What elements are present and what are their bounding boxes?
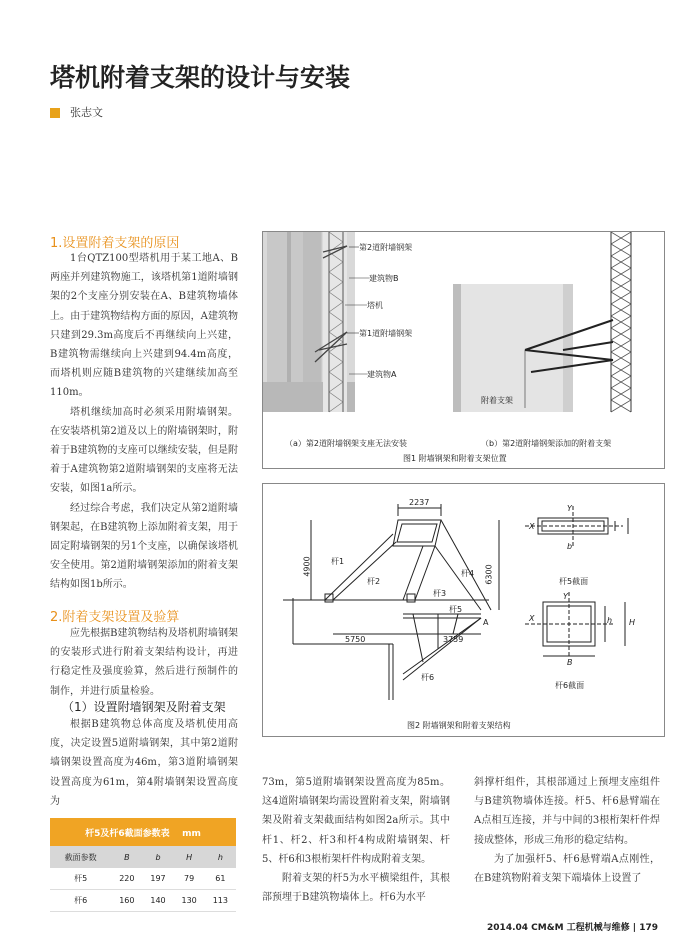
table-header-cell: h <box>205 846 236 868</box>
dim-h-6: H <box>629 618 636 627</box>
paragraph: 经过综合考虑，我们决定从第2道附墙钢架起，在B建筑物上添加附着支架，用于固定附墙钢架的另1个支座，以确保该塔机安全使用。第2道附墙钢架添加的附着支架结构如图1b所示。 <box>50 502 238 591</box>
table-unit: mm <box>182 828 201 839</box>
column-2-body <box>262 773 450 907</box>
table-header-cell: H <box>174 846 205 868</box>
point-a-label: A <box>483 618 489 627</box>
table-header-cell: b <box>142 846 173 868</box>
figure-1 <box>262 231 665 469</box>
section-1-heading: 1.设置附着支架的原因 <box>50 236 180 251</box>
section-2-heading: 2.附着支架设置及验算 <box>50 610 180 625</box>
paragraph: 73m，第5道附墙钢架设置高度为85m。这4道附墙钢架均需设置附着支架，附墙钢架及附着支架截面结构如图2a所示。其中杆1、杆2、杆3和杆4构成附墙钢架、杆5、杆6和3根桁架杆件构成附着支架。 <box>262 777 450 865</box>
member-1-label: 杆1 <box>331 557 345 566</box>
table-cell: 220 <box>111 868 142 890</box>
table-header-row <box>50 846 236 868</box>
paragraph: 根据B建筑物总体高度及塔机使用高度，决定设置5道附墙钢架，其中第2道附墙钢架设置高度为46m，第3道附墙钢架设置高度为61m，第4附墙钢架设置高度为 <box>50 719 238 807</box>
section-1-body <box>50 249 238 595</box>
paragraph: 附着支架的杆5为水平横梁组件，其根部预埋于B建筑物墙体上。杆6为水平 <box>262 873 450 904</box>
label-second-frame: 第2道附墙钢架 <box>359 243 413 252</box>
table-header-cell: 截面参数 <box>50 846 111 868</box>
table-row <box>50 868 236 890</box>
dim-4900: 4900 <box>302 556 312 577</box>
axis-x-5: X <box>529 522 535 531</box>
dim-b-6: B <box>567 658 573 667</box>
figure-1-drawing <box>263 232 664 468</box>
dim-h-small-6: h <box>607 616 613 625</box>
table-cell: 113 <box>205 890 236 912</box>
member-2-label: 杆2 <box>367 577 381 586</box>
table-cell: 140 <box>142 890 173 912</box>
figure-2-drawing <box>263 484 664 736</box>
author-marker <box>50 108 60 118</box>
tower-lattice-right <box>611 232 631 412</box>
table-header-cell: B <box>111 846 142 868</box>
table-cell: 197 <box>142 868 173 890</box>
table-title-text: 杆5及杆6截面参数表 <box>85 828 170 839</box>
table-cell: 160 <box>111 890 142 912</box>
paragraph: 塔机继续加高时必须采用附墙钢架。在安装塔机第2道及以上的附墙钢架时，附着于B建筑物的支座可以继续安装，但是附着于A建筑物第2道附墙钢架的支座将无法安装，如图1a所示。 <box>50 406 238 495</box>
article-title: 塔机附着支架的设计与安装 <box>50 63 351 92</box>
section-params-table <box>50 818 236 912</box>
label-building-b: 建筑物B <box>369 274 399 283</box>
figure-1-caption: 图1 附墙钢架和附着支架位置 <box>403 454 507 463</box>
label-first-frame: 第1道附墙钢架 <box>359 329 413 338</box>
table-cell: 杆6 <box>50 890 111 912</box>
paragraph: 为了加强杆5、杆6悬臂端A点刚性，在B建筑物附着支架下端墙体上设置了 <box>474 853 660 885</box>
section-2-body-cont <box>50 715 238 811</box>
dim-3759: 3759 <box>443 635 464 644</box>
dim-2237: 2237 <box>409 498 430 507</box>
paragraph: 1台QTZ100型塔机用于某工地A、B两座并列建筑物施工，该塔机第1道附墙钢架的2个支座分别安装在A、B建筑物墙体上。由于建筑物结构方面的原因，A建筑物只建到29.3m高度后不再继续向上兴建，B建筑物需继续向上兴建到94.4m高度，而塔机则应随B建筑物的兴建继续加高至110m。 <box>50 253 238 399</box>
member-3-label: 杆3 <box>433 589 447 598</box>
figure-2-caption: 图2 附墙钢架和附着支架结构 <box>407 721 511 730</box>
label-tower-crane: 塔机 <box>367 301 383 310</box>
figure-1a-subcaption: （a）第2道附墙钢架支座无法安装 <box>285 439 407 448</box>
table-cell: 61 <box>205 868 236 890</box>
figure-1b-subcaption: （b）第2道附墙钢架添加的附着支架 <box>481 439 612 448</box>
dim-b-5: b <box>567 542 573 551</box>
label-attachment-bracket: 附着支架 <box>481 396 513 405</box>
member-4-label: 杆4 <box>461 569 475 578</box>
column-3-body <box>474 773 660 888</box>
table-cell: 130 <box>174 890 205 912</box>
dim-5750: 5750 <box>345 635 366 644</box>
member-5-label: 杆5 <box>449 605 463 614</box>
table-row <box>50 890 236 912</box>
table-title <box>50 818 236 846</box>
paragraph: 应先根据B建筑物结构及塔机附墙钢架的安装形式进行附着支架结构设计，再进行稳定性及强度验算，然后进行预制件的制作，并进行质量检验。 <box>50 628 238 697</box>
section-5-label: 杆5截面 <box>559 577 589 586</box>
section-6-label: 杆6截面 <box>555 681 585 690</box>
section-2-body <box>50 624 238 701</box>
label-building-a: 建筑物A <box>367 370 397 379</box>
axis-y-5: Y <box>567 504 572 513</box>
author-name: 张志文 <box>70 106 103 119</box>
page-footer: 2014.04 CM&M 工程机械与维修 | 179 <box>487 923 658 933</box>
paragraph: 斜撑杆组件，其根部通过上预埋支座组件与B建筑物墙体连接。杆5、杆6悬臂端在A点相互连接，并与中间的3根桁架杆件焊接成整体，形成三角形的稳定结构。 <box>474 777 660 846</box>
subsection-heading: （1）设置附墙钢架及附着支架 <box>62 700 226 714</box>
member-6-label: 杆6 <box>421 673 435 682</box>
dim-6300: 6300 <box>484 564 494 585</box>
table-cell: 79 <box>174 868 205 890</box>
axis-y-6: Y <box>563 592 568 601</box>
table-cell: 杆5 <box>50 868 111 890</box>
axis-x-6: X <box>529 614 535 623</box>
figure-2 <box>262 483 665 737</box>
